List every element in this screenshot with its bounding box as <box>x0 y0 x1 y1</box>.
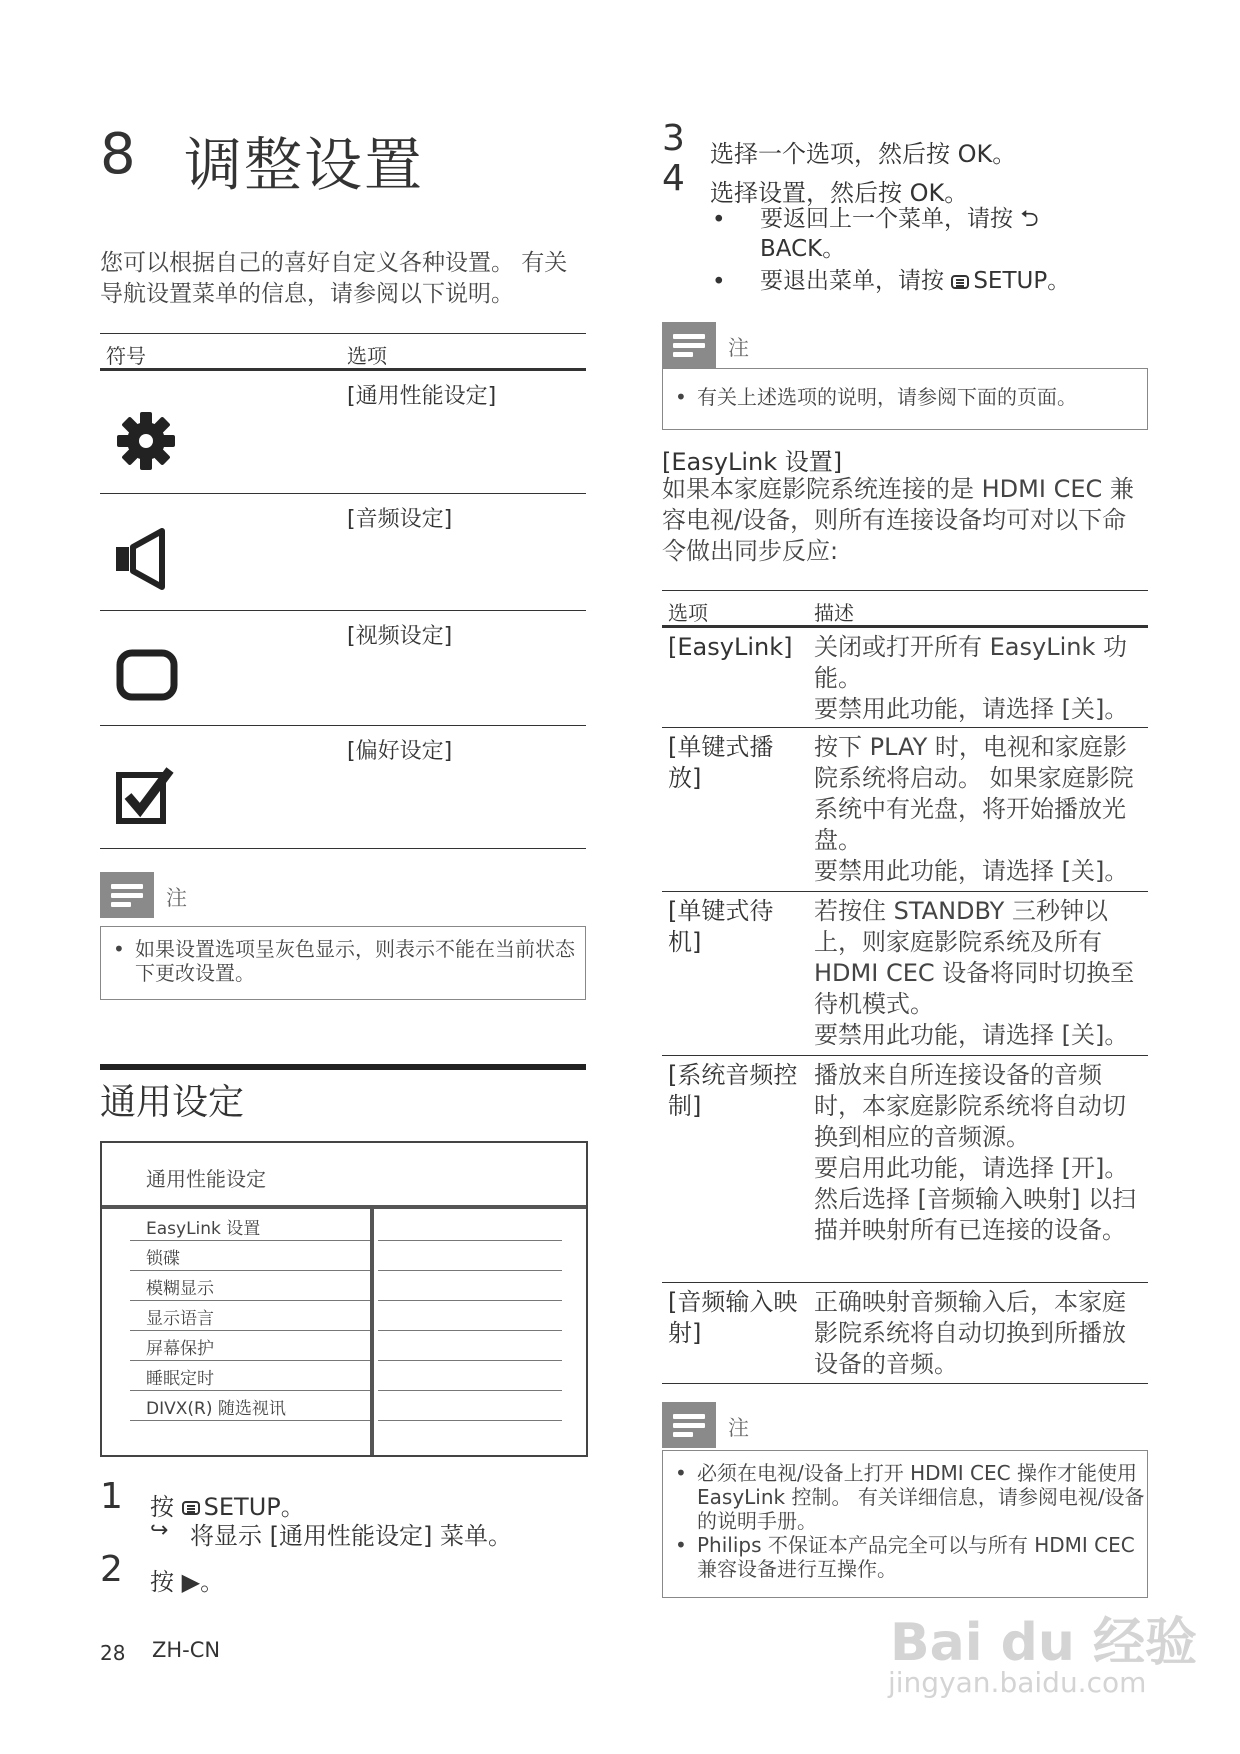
menu-right-line <box>378 1420 562 1421</box>
section-title: 通用设定 <box>100 1082 245 1123</box>
row-value: 若按住 STANDBY 三秒钟以上，则家庭影院系统及所有 HDMI CEC 设备将同时切换至待机模式。 要禁用此功能，请选择 [关]。 <box>814 897 1135 1049</box>
intro-paragraph: 您可以根据自己的喜好自定义各种设置。 有关导航设置菜单的信息，请参阅以下说明。 <box>100 250 568 307</box>
note-right-1-box <box>662 368 1148 430</box>
table-row <box>662 892 1148 1056</box>
symbol-row-preference <box>100 726 586 849</box>
menu-item-label: 睡眠定时 <box>146 1369 214 1389</box>
row-key: [单键式播放] <box>668 733 774 792</box>
menu-item-sleep-timer[interactable] <box>130 1360 370 1391</box>
menu-item-label: 显示语言 <box>146 1309 214 1329</box>
menu-item-divx-vod[interactable] <box>130 1390 370 1421</box>
bullet-dot: • <box>712 207 726 233</box>
menu-right-line <box>378 1360 562 1361</box>
menu-right-line <box>378 1240 562 1241</box>
menu-item-label: 锁碟 <box>146 1249 180 1269</box>
symbol-header: 符号 <box>106 344 146 368</box>
screen-icon <box>116 649 178 705</box>
result-arrow-icon: ↪ <box>150 1518 169 1543</box>
step-4-number: 4 <box>662 158 685 199</box>
bullet-back-line1: 要返回上一个菜单，请按 ⮌ <box>760 206 1039 232</box>
page-language: ZH-CN <box>152 1638 221 1662</box>
menu-right-line <box>378 1270 562 1271</box>
note-right-2-item: • Philips 不保证本产品完全可以与所有 HDMI CEC 兼容设备进行互操作。 <box>663 1533 1147 1581</box>
checkbox-icon <box>116 766 176 830</box>
watermark-url: jingyan.baidu.com <box>888 1666 1147 1699</box>
speaker-icon <box>116 528 168 594</box>
note-label: 注 <box>728 1416 749 1440</box>
note-left-item: • 如果设置选项呈灰色显示，则表示不能在当前状态下更改设置。 <box>101 937 585 985</box>
table-row <box>662 1056 1148 1283</box>
bullet-exit <box>760 267 1070 296</box>
bullet-exit-key: SETUP。 <box>973 268 1071 294</box>
step-2-text: 按 ▶。 <box>150 1568 225 1596</box>
page-number: 28 <box>100 1641 126 1665</box>
note-left <box>100 872 586 998</box>
easylink-table <box>662 590 1148 1384</box>
symbol-row-general <box>100 371 586 494</box>
menu-item-label: DIVX(R) 随选视讯 <box>146 1399 286 1419</box>
menu-right-line <box>378 1330 562 1331</box>
symbol-table-header <box>100 333 586 371</box>
step-1-key: SETUP。 <box>203 1493 305 1521</box>
menu-column-divider <box>370 1209 374 1455</box>
note-label: 注 <box>166 886 187 910</box>
section-rule <box>100 1064 586 1070</box>
menu-item-label: 屏幕保护 <box>146 1339 214 1359</box>
setup-menu <box>100 1141 588 1457</box>
option-general: [通用性能设定] <box>347 384 497 409</box>
note-left-box <box>100 926 586 1000</box>
step-1-result: 将显示 [通用性能设定] 菜单。 <box>190 1522 512 1550</box>
menu-right-line <box>378 1300 562 1301</box>
menu-item-disc-lock[interactable] <box>130 1240 370 1271</box>
note-right-2 <box>662 1402 1148 1598</box>
gear-icon <box>116 411 176 475</box>
bullet-exit-prefix: 要退出菜单，请按 <box>760 268 944 294</box>
step-1-number: 1 <box>100 1476 123 1517</box>
note-right-1-item: • 有关上述选项的说明，请参阅下面的页面。 <box>663 385 1147 409</box>
menu-item-label: EasyLink 设置 <box>146 1219 261 1239</box>
table-row <box>662 628 1148 728</box>
symbol-row-audio <box>100 494 586 611</box>
watermark-brand: Bai du 经验 <box>890 1613 1197 1673</box>
table-row <box>662 728 1148 892</box>
description-header: 描述 <box>814 601 854 625</box>
chapter-number: 8 <box>100 122 136 187</box>
menu-title-divider <box>102 1205 586 1209</box>
menu-right-line <box>378 1390 562 1391</box>
menu-item-screen-saver[interactable] <box>130 1330 370 1361</box>
menu-title: 通用性能设定 <box>146 1167 266 1191</box>
note-right-2-box <box>662 1450 1148 1598</box>
menu-item-osd-language[interactable] <box>130 1300 370 1331</box>
symbol-row-video <box>100 611 586 726</box>
menu-item-dim-display[interactable] <box>130 1270 370 1301</box>
note-icon <box>662 322 716 368</box>
note-right-1 <box>662 322 1148 428</box>
step-3-number: 3 <box>662 118 685 159</box>
symbol-table <box>100 333 586 849</box>
row-key: [音频输入映射] <box>668 1288 798 1347</box>
easylink-description: 如果本家庭影院系统连接的是 HDMI CEC 兼容电视/设备，则所有连接设备均可对以下命令做出同步反应: <box>662 475 1134 565</box>
row-key: [单键式待机] <box>668 897 774 956</box>
bullet-back-line2: BACK。 <box>760 236 846 262</box>
menu-item-easylink[interactable] <box>130 1210 370 1241</box>
note-icon <box>662 1402 716 1448</box>
option-preference: [偏好设定] <box>347 739 453 764</box>
setup-icon <box>182 1501 200 1515</box>
step-1-prefix: 按 <box>150 1493 174 1521</box>
bullet-dot: • <box>712 269 726 295</box>
option-header: 选项 <box>668 601 708 625</box>
row-value: 播放来自所连接设备的音频时，本家庭影院系统将自动切换到相应的音频源。 要启用此功能，请选择 [开]。然后选择 [音频输入映射] 以扫描并映射所有已连接的设备。 <box>814 1061 1136 1244</box>
option-video: [视频设定] <box>347 624 453 649</box>
option-header: 选项 <box>347 344 387 368</box>
step-3-text: 选择一个选项，然后按 OK。 <box>710 140 1017 168</box>
step-4-text: 选择设置，然后按 OK。 <box>710 179 969 207</box>
menu-item-label: 模糊显示 <box>146 1279 214 1299</box>
note-icon <box>100 872 154 918</box>
step-2-number: 2 <box>100 1549 123 1590</box>
note-right-2-item: • 必须在电视/设备上打开 HDMI CEC 操作才能使用 EasyLink 控制。 有关详细信息，请参阅电视/设备的说明手册。 <box>663 1461 1147 1533</box>
row-key: [EasyLink] <box>668 633 793 661</box>
table-row <box>662 1283 1148 1384</box>
setup-icon <box>951 275 969 289</box>
option-audio: [音频设定] <box>347 507 453 532</box>
row-value: 关闭或打开所有 EasyLink 功能。 要禁用此功能，请选择 [关]。 <box>814 633 1129 723</box>
note-label: 注 <box>728 336 749 360</box>
chapter-title: 调整设置 <box>184 131 425 199</box>
easylink-table-header <box>662 590 1148 628</box>
row-value: 按下 PLAY 时，电视和家庭影院系统将启动。 如果家庭影院系统中有光盘，将开始播放光盘。 要禁用此功能，请选择 [关]。 <box>814 733 1134 885</box>
easylink-title: [EasyLink 设置] <box>662 448 843 476</box>
row-value: 正确映射音频输入后，本家庭影院系统将自动切换到所播放设备的音频。 <box>814 1288 1126 1378</box>
row-key: [系统音频控制] <box>668 1061 798 1120</box>
